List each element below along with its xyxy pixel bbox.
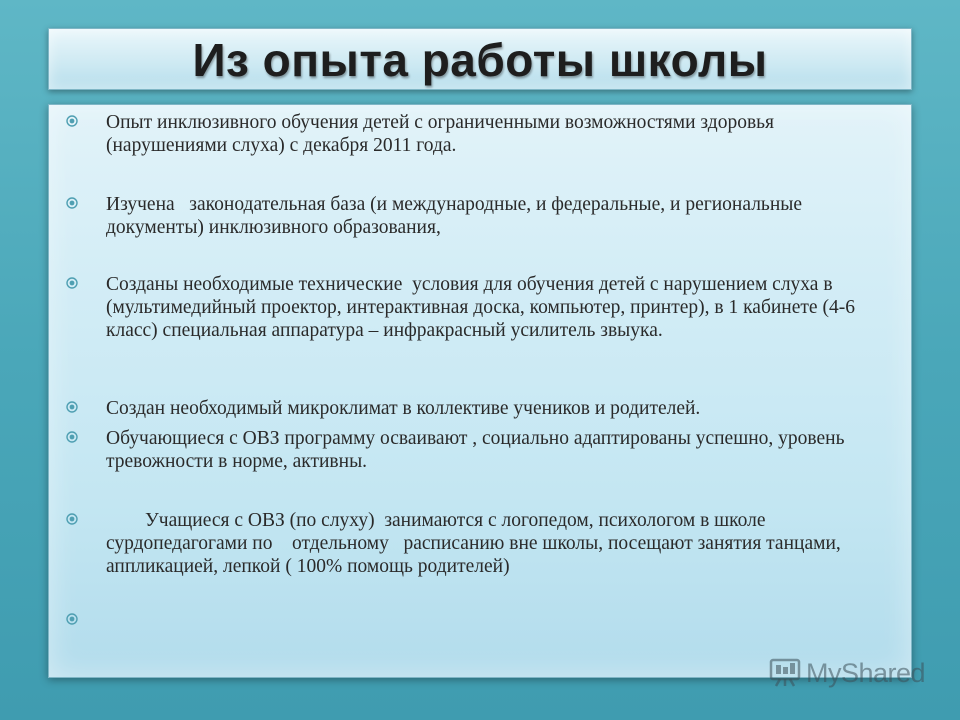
circle-bullet-icon — [66, 277, 78, 289]
myshared-logo-icon — [768, 658, 802, 688]
circle-bullet-icon — [66, 401, 78, 413]
circle-bullet-icon — [66, 513, 78, 525]
bullet-text: Обучающиеся с ОВЗ программу осваивают , социально адаптированы успешно, уровень тревожности в норме, активны. — [106, 428, 850, 472]
watermark-brand: MyShared — [806, 657, 926, 688]
bullet-text: Созданы необходимые технические условия для обучения детей с нарушением слуха в (мультимедийный проектор, интерактивная доска, компьютер, принтер), в 1 кабинете (4-6 класс) специальная аппаратура – инфракрасный усилитель звыука. — [106, 274, 860, 341]
circle-bullet-icon — [66, 613, 78, 625]
bullet-text: Изучена законодательная база (и международные, и федеральные, и региональные документы) инклюзивного образования, — [106, 194, 807, 238]
bullet-text: Создан необходимый микроклимат в коллективе учеников и родителей. — [106, 398, 701, 419]
circle-bullet-icon — [66, 115, 78, 127]
slide-title: Из опыта работы школы — [192, 34, 768, 86]
content-panel — [48, 104, 912, 678]
bullet-text: Учащиеся с ОВЗ (по слуху) занимаются с логопедом, психологом в школе сурдопедагогами по отдельному расписанию вне школы, посещают занятия танцами, аппликацией, лепкой ( 100% помощь родителей) — [106, 510, 846, 577]
myshared-watermark — [768, 656, 925, 690]
circle-bullet-icon — [66, 197, 78, 209]
circle-bullet-icon — [66, 431, 78, 443]
bullet-text: Опыт инклюзивного обучения детей с ограниченными возможностями здоровья (нарушениями слуха) с декабря 2011 года. — [106, 112, 779, 156]
title-panel — [48, 28, 912, 90]
